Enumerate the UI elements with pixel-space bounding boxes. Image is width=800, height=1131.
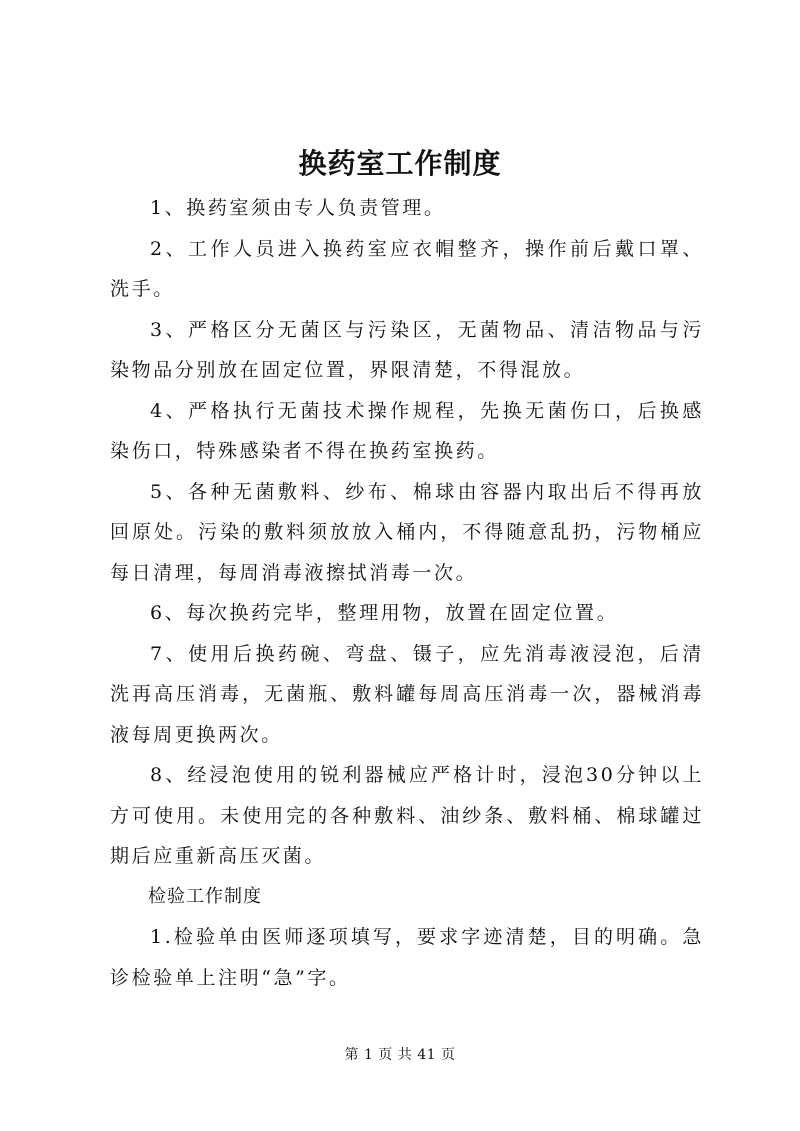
paragraph-6: 6、每次换药完毕，整理用物，放置在固定位置。 [150,602,619,624]
paragraph-1: 1、换药室须由专人负责管理。 [150,197,446,219]
paragraph-3: 3、严格区分无菌区与污染区，无菌物品、清洁物品与污染物品分别放在固定位置，界限清楚，不得混放。 [110,318,704,381]
section-subheading: 检验工作制度 [148,885,262,907]
paragraph-2: 2、工作人员进入换药室应衣帽整齐，操作前后戴口罩、洗手。 [110,237,704,300]
paragraph-5: 5、各种无菌敷料、纱布、棉球由容器内取出后不得再放回原处。污染的敷料须放放入桶内，不得随意乱扔，污物桶应每日清理，每周消毒液擦拭消毒一次。 [110,480,704,584]
page-number-footer: 第 1 页 共 41 页 [344,1047,456,1063]
document-body [110,188,704,998]
document-title: 换药室工作制度 [298,147,502,180]
paragraph-7: 7、使用后换药碗、弯盘、镊子，应先消毒液浸泡，后清洗再高压消毒，无菌瓶、敷料罐每周高压消毒一次，器械消毒液每周更换两次。 [110,642,704,746]
sub-paragraph-1: 1.检验单由医师逐项填写，要求字迹清楚，目的明确。急诊检验单上注明“急”字。 [110,926,704,989]
paragraph-8: 8、经浸泡使用的锐利器械应严格计时，浸泡30分钟以上方可使用。未使用完的各种敷料、油纱条、敷料桶、棉球罐过期后应重新高压灭菌。 [110,764,704,867]
paragraph-4: 4、严格执行无菌技术操作规程，先换无菌伤口，后换感染伤口，特殊感染者不得在换药室换药。 [110,399,704,462]
